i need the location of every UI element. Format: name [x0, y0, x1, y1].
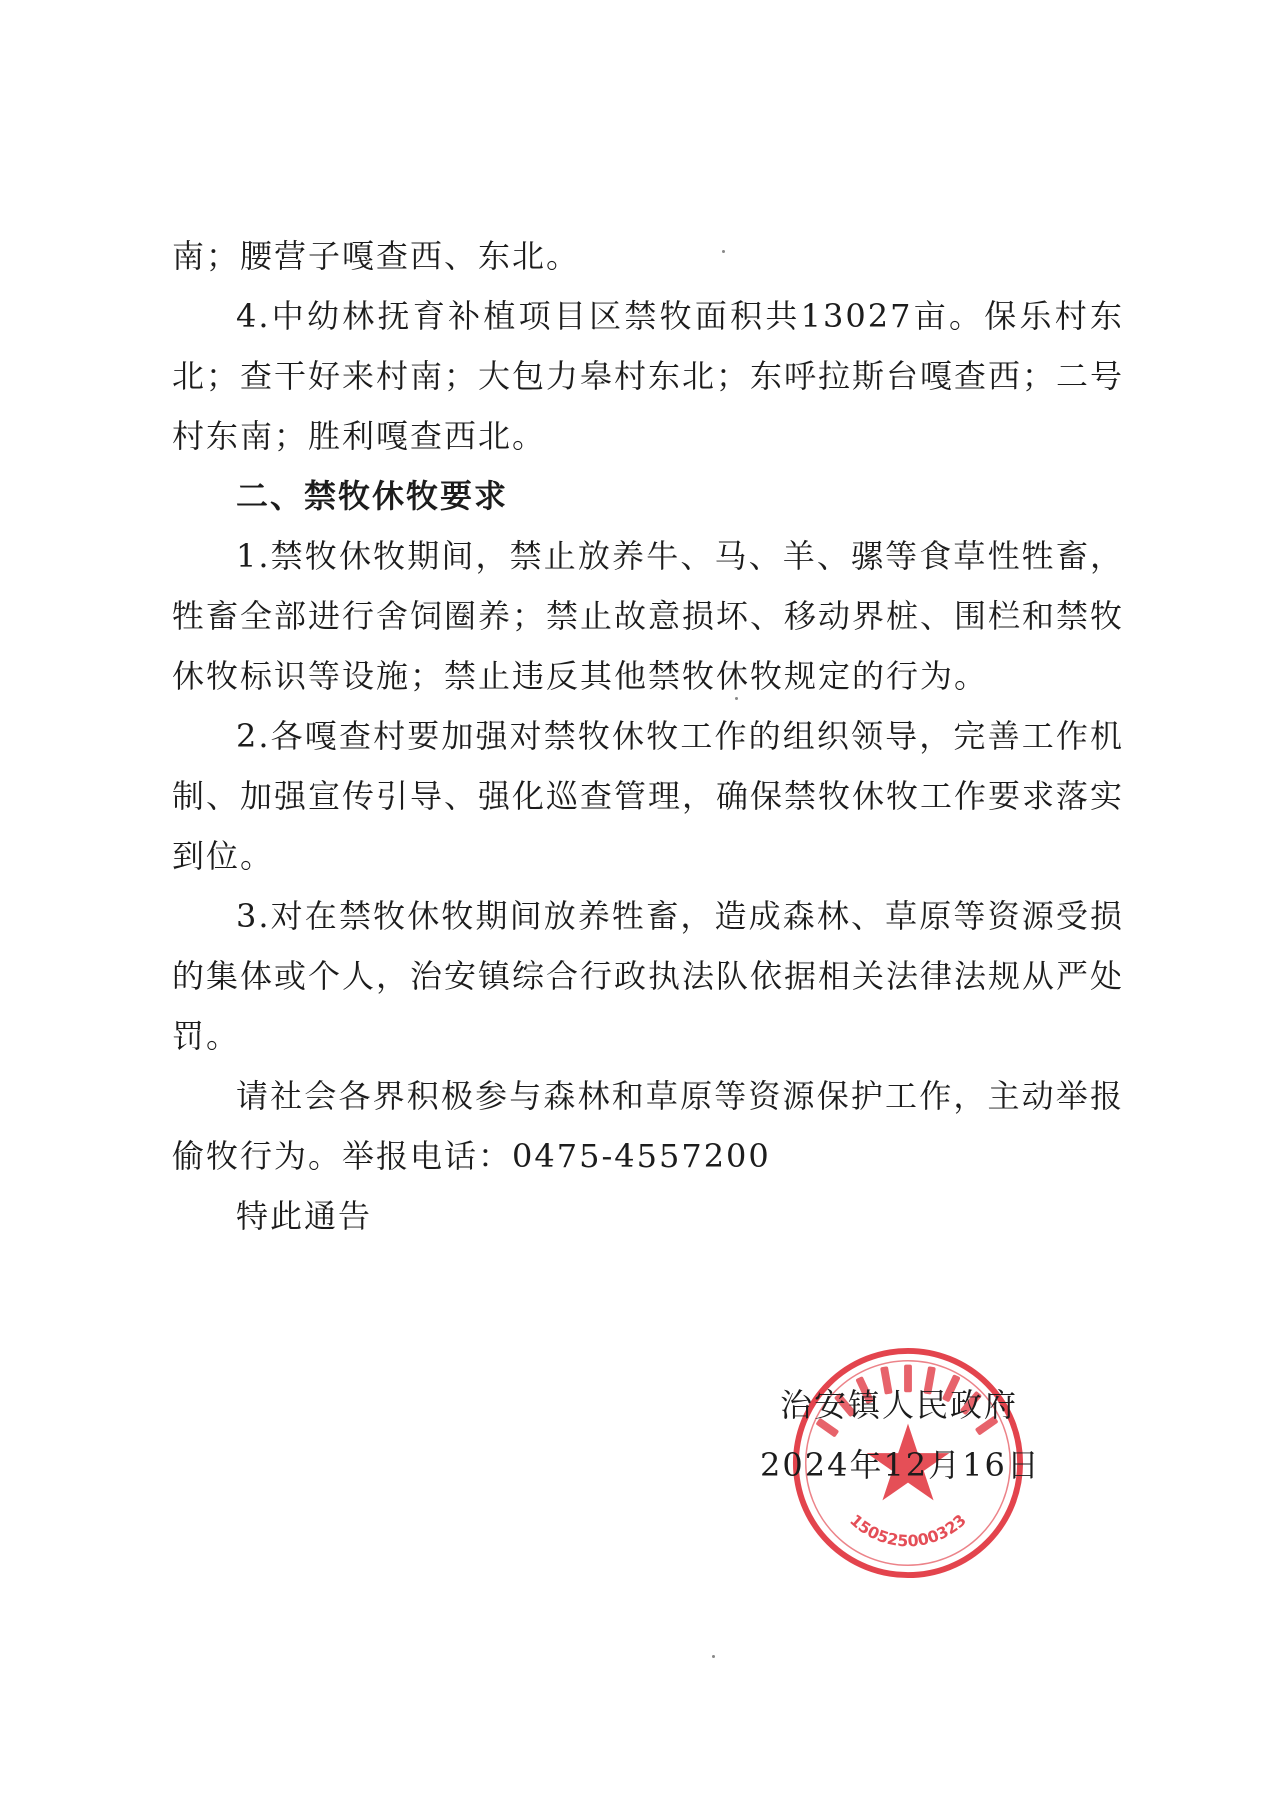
- requirement-1: 1.禁牧休牧期间，禁止放养牛、马、羊、骡等食草性牲畜，牲畜全部进行舍饲圈养；禁止故意损坏、移动界桩、围栏和禁牧休牧标识等设施；禁止违反其他禁牧休牧规定的行为。: [172, 537, 1125, 695]
- scan-speck: [735, 697, 738, 700]
- svg-text:150525000323: [846, 1510, 970, 1550]
- scan-speck: [712, 1655, 715, 1658]
- signing-date: 2024年12月16日: [760, 1446, 1041, 1484]
- seal-code: 150525000323: [846, 1510, 970, 1551]
- closing-text: 特此通告: [236, 1197, 373, 1235]
- requirement-3: 3.对在禁牧休牧期间放养牲畜，造成森林、草原等资源受损的集体或个人，治安镇综合行政执法队依据相关法律法规从严处罚。: [172, 897, 1125, 1055]
- signature-block: [740, 1380, 1120, 1680]
- paragraph-item-4: 4.中幼林抚育补植项目区禁牧面积共13027亩。保乐村东北；查干好来村南；大包力皋村东北；东呼拉斯台嘎查西；二号村东南；胜利嘎查西北。: [172, 297, 1125, 455]
- requirement-2: 2.各嘎查村要加强对禁牧休牧工作的组织领导，完善工作机制、加强宣传引导、强化巡查管理，确保禁牧休牧工作要求落实到位。: [172, 717, 1125, 875]
- section-heading: 二、禁牧休牧要求: [236, 477, 509, 515]
- paragraph-continued: 南；腰营子嘎查西、东北。: [172, 237, 581, 275]
- appeal-paragraph: 请社会各界积极参与森林和草原等资源保护工作，主动举报偷牧行为。举报电话：0475-4557200: [172, 1077, 1124, 1175]
- scan-speck: [722, 250, 725, 253]
- document-body: [172, 226, 1124, 1246]
- signing-organization: 治安镇人民政府: [780, 1386, 1019, 1424]
